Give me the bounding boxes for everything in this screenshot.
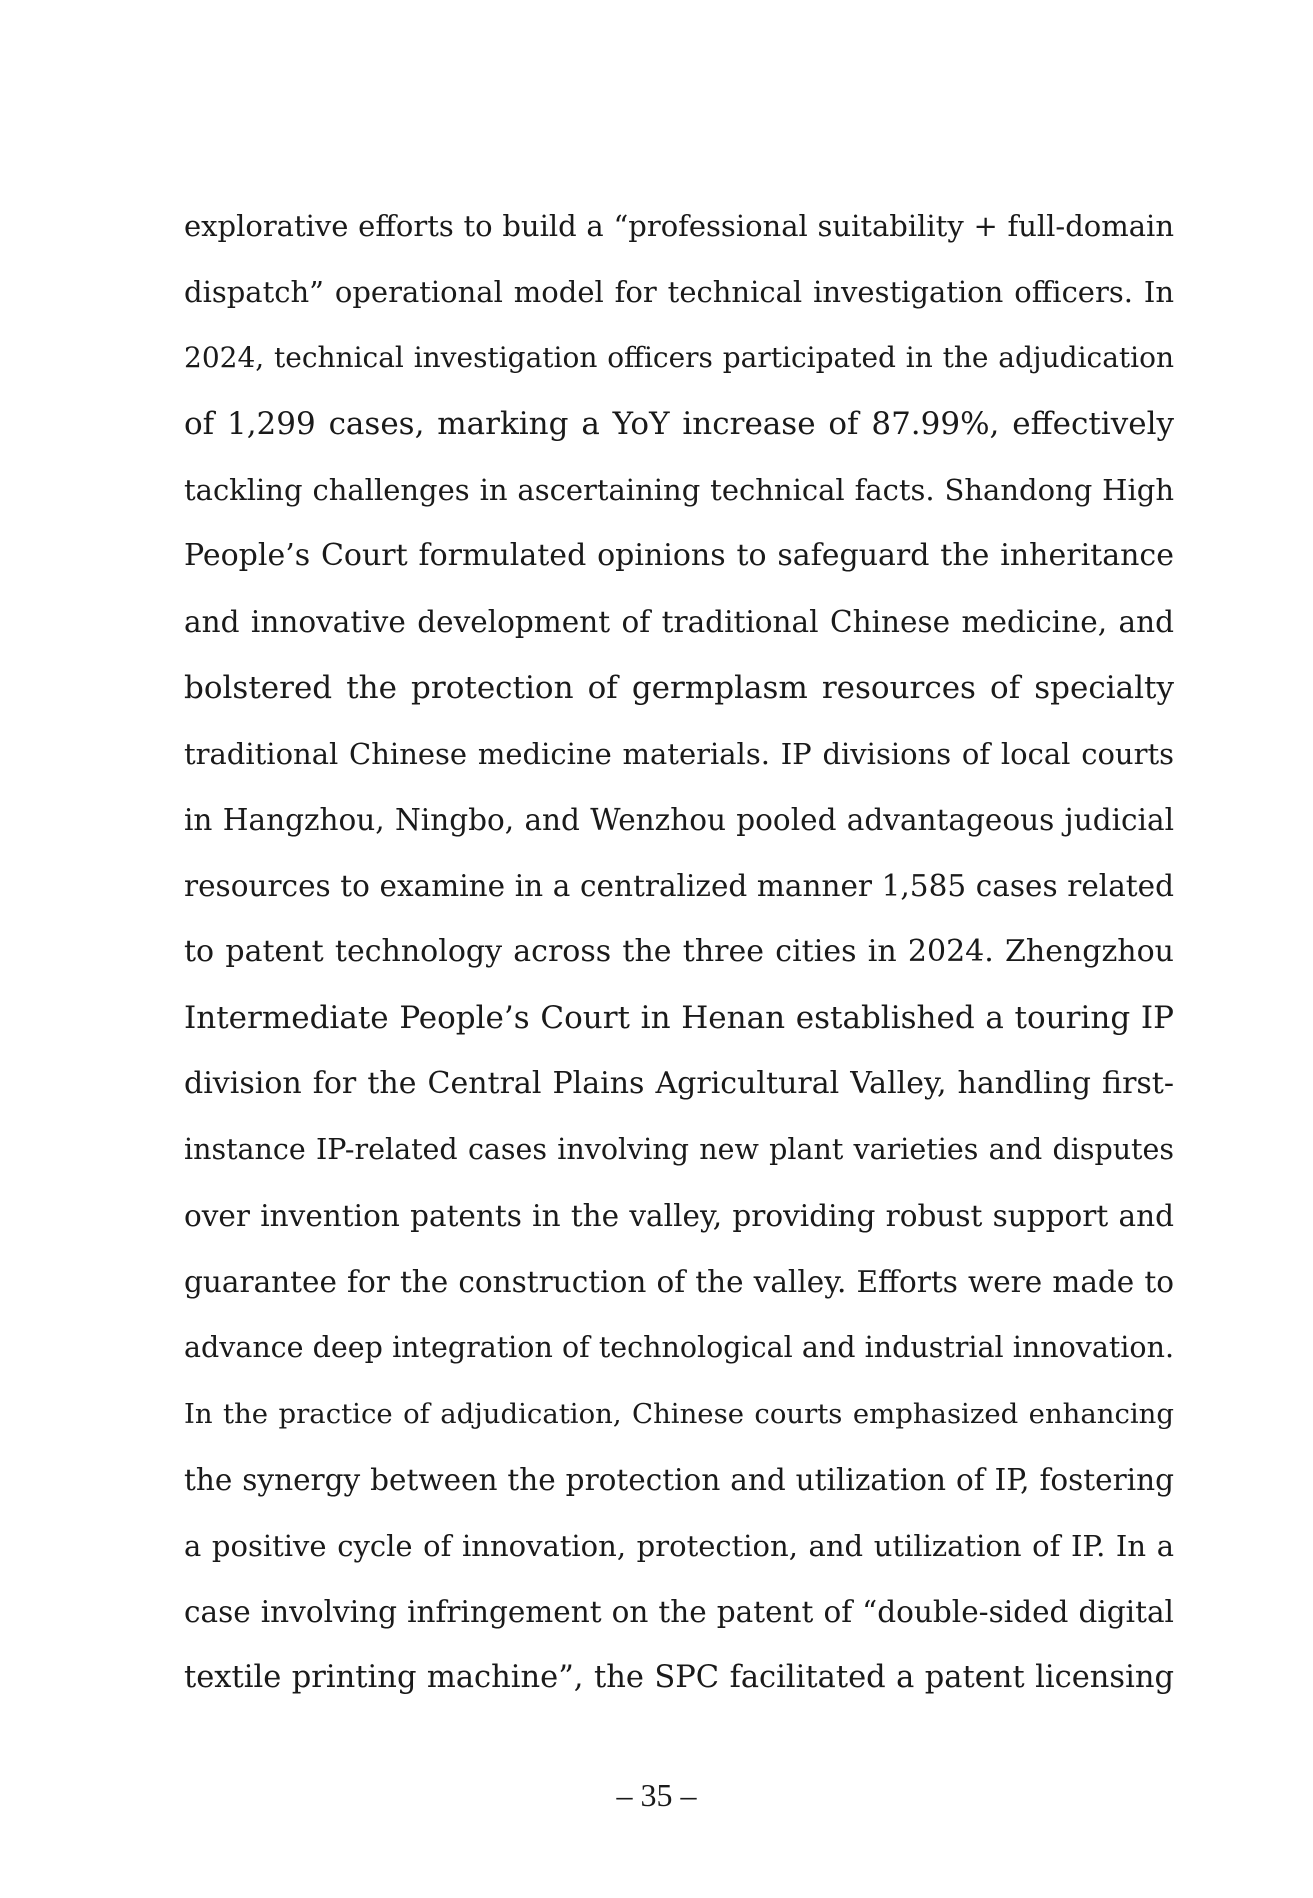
text-line: 2024, technical investigation officers participated in the adjudication xyxy=(184,341,1174,374)
text-line: to patent technology across the three cities in 2024. Zhengzhou xyxy=(184,934,1174,969)
text-line: textile printing machine”, the SPC facilitated a patent licensing xyxy=(184,1660,1174,1695)
text-line: of 1,299 cases, marking a YoY increase of 87.99%, effectively xyxy=(184,406,1174,442)
text-line: division for the Central Plains Agricultural Valley, handling first- xyxy=(184,1066,1174,1101)
text-line: and innovative development of traditional Chinese medicine, and xyxy=(184,605,1174,639)
text-line: a positive cycle of innovation, protection, and utilization of IP. In a xyxy=(184,1529,1174,1563)
text-line: In the practice of adjudication, Chinese courts emphasized enhancing xyxy=(184,1398,1174,1430)
text-line: People’s Court formulated opinions to safeguard the inheritance xyxy=(184,538,1174,573)
text-line: bolstered the protection of germplasm resources of specialty xyxy=(184,670,1174,706)
text-line: resources to examine in a centralized manner 1,585 cases related xyxy=(184,869,1174,903)
text-line: tackling challenges in ascertaining technical facts. Shandong High xyxy=(184,473,1174,507)
text-line: over invention patents in the valley, providing robust support and xyxy=(184,1199,1174,1233)
body-text xyxy=(184,193,1174,1711)
text-line: instance IP-related cases involving new plant varieties and disputes xyxy=(184,1133,1174,1166)
text-line: guarantee for the construction of the valley. Efforts were made to xyxy=(184,1265,1174,1299)
text-line: explorative efforts to build a “professional suitability + full-domain xyxy=(184,209,1174,243)
text-line: advance deep integration of technological and industrial innovation. xyxy=(184,1331,1174,1364)
text-line: the synergy between the protection and utilization of IP, fostering xyxy=(184,1463,1174,1497)
text-line: in Hangzhou, Ningbo, and Wenzhou pooled advantageous judicial xyxy=(184,803,1174,837)
text-line: Intermediate People’s Court in Henan established a touring IP xyxy=(184,1000,1174,1036)
text-line: dispatch” operational model for technical investigation officers. In xyxy=(184,275,1174,309)
text-line: case involving infringement on the patent of “double-sided digital xyxy=(184,1595,1174,1629)
page-number: – 35 – xyxy=(616,1777,697,1813)
text-line: traditional Chinese medicine materials. IP divisions of local courts xyxy=(184,737,1174,771)
